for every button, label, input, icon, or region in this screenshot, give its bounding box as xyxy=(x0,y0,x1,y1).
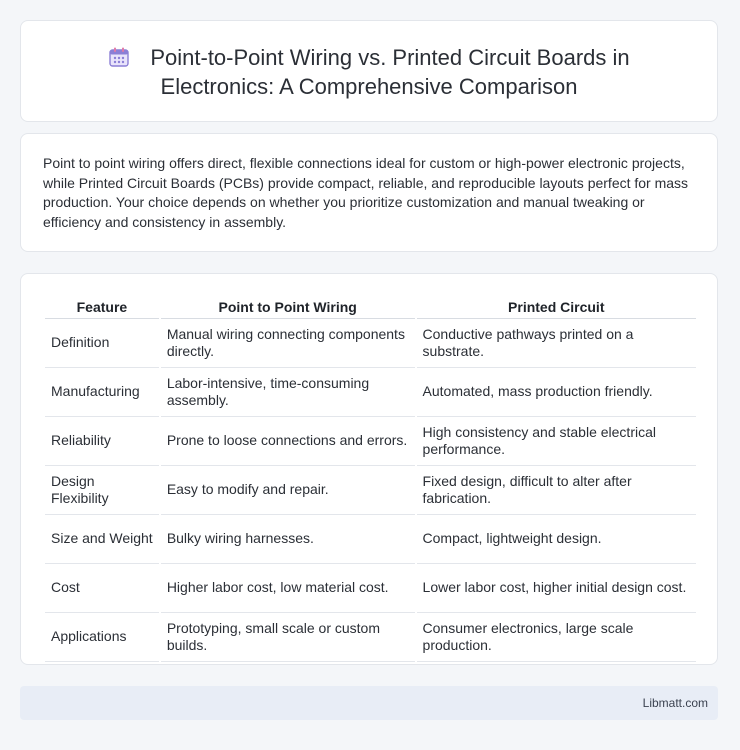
intro-card xyxy=(20,133,718,252)
comparison-card xyxy=(20,273,718,665)
page-title xyxy=(21,43,717,101)
feature-cell: Size and Weight xyxy=(45,515,159,564)
printed-circuit-cell: High consistency and stable electrical performance. xyxy=(417,417,696,466)
feature-cell: Definition xyxy=(45,319,159,368)
table-header-row xyxy=(45,296,696,319)
footer-bar xyxy=(20,686,718,720)
table-row xyxy=(45,417,696,466)
title-line-1: Point-to-Point Wiring vs. Printed Circuit Boards in xyxy=(150,45,630,70)
feature-cell: Cost xyxy=(45,564,159,613)
feature-cell: Applications xyxy=(45,613,159,662)
point-to-point-cell: Prone to loose connections and errors. xyxy=(161,417,415,466)
comparison-table xyxy=(43,296,698,662)
feature-cell: Design Flexibility xyxy=(45,466,159,515)
point-to-point-cell: Prototyping, small scale or custom builds. xyxy=(161,613,415,662)
footer-site-link[interactable]: Libmatt.com xyxy=(642,696,708,710)
title-line-2: Electronics: A Comprehensive Comparison xyxy=(160,74,578,99)
header-point-to-point: Point to Point Wiring xyxy=(161,296,415,319)
title-card xyxy=(20,20,718,122)
table-row xyxy=(45,515,696,564)
table-row xyxy=(45,613,696,662)
point-to-point-cell: Easy to modify and repair. xyxy=(161,466,415,515)
table-row xyxy=(45,564,696,613)
calendar-icon xyxy=(108,46,130,68)
table-row xyxy=(45,319,696,368)
feature-cell: Manufacturing xyxy=(45,368,159,417)
intro-paragraph: Point to point wiring offers direct, flexible connections ideal for custom or high-power electronic projects, while Printed Circuit Boards (PCBs) provide compact, reliable, and reproducible layouts perfect for mass production. Your choice depends on whether you prioritize customization and manual tweaking or efficiency and consistency in assembly. xyxy=(43,155,689,230)
table-row xyxy=(45,466,696,515)
point-to-point-cell: Higher labor cost, low material cost. xyxy=(161,564,415,613)
header-printed-circuit: Printed Circuit xyxy=(417,296,696,319)
printed-circuit-cell: Automated, mass production friendly. xyxy=(417,368,696,417)
feature-cell: Reliability xyxy=(45,417,159,466)
point-to-point-cell: Bulky wiring harnesses. xyxy=(161,515,415,564)
header-feature: Feature xyxy=(45,296,159,319)
point-to-point-cell: Manual wiring connecting components directly. xyxy=(161,319,415,368)
table-row xyxy=(45,368,696,417)
printed-circuit-cell: Compact, lightweight design. xyxy=(417,515,696,564)
point-to-point-cell: Labor-intensive, time-consuming assembly. xyxy=(161,368,415,417)
printed-circuit-cell: Fixed design, difficult to alter after fabrication. xyxy=(417,466,696,515)
printed-circuit-cell: Lower labor cost, higher initial design cost. xyxy=(417,564,696,613)
printed-circuit-cell: Consumer electronics, large scale production. xyxy=(417,613,696,662)
printed-circuit-cell: Conductive pathways printed on a substrate. xyxy=(417,319,696,368)
